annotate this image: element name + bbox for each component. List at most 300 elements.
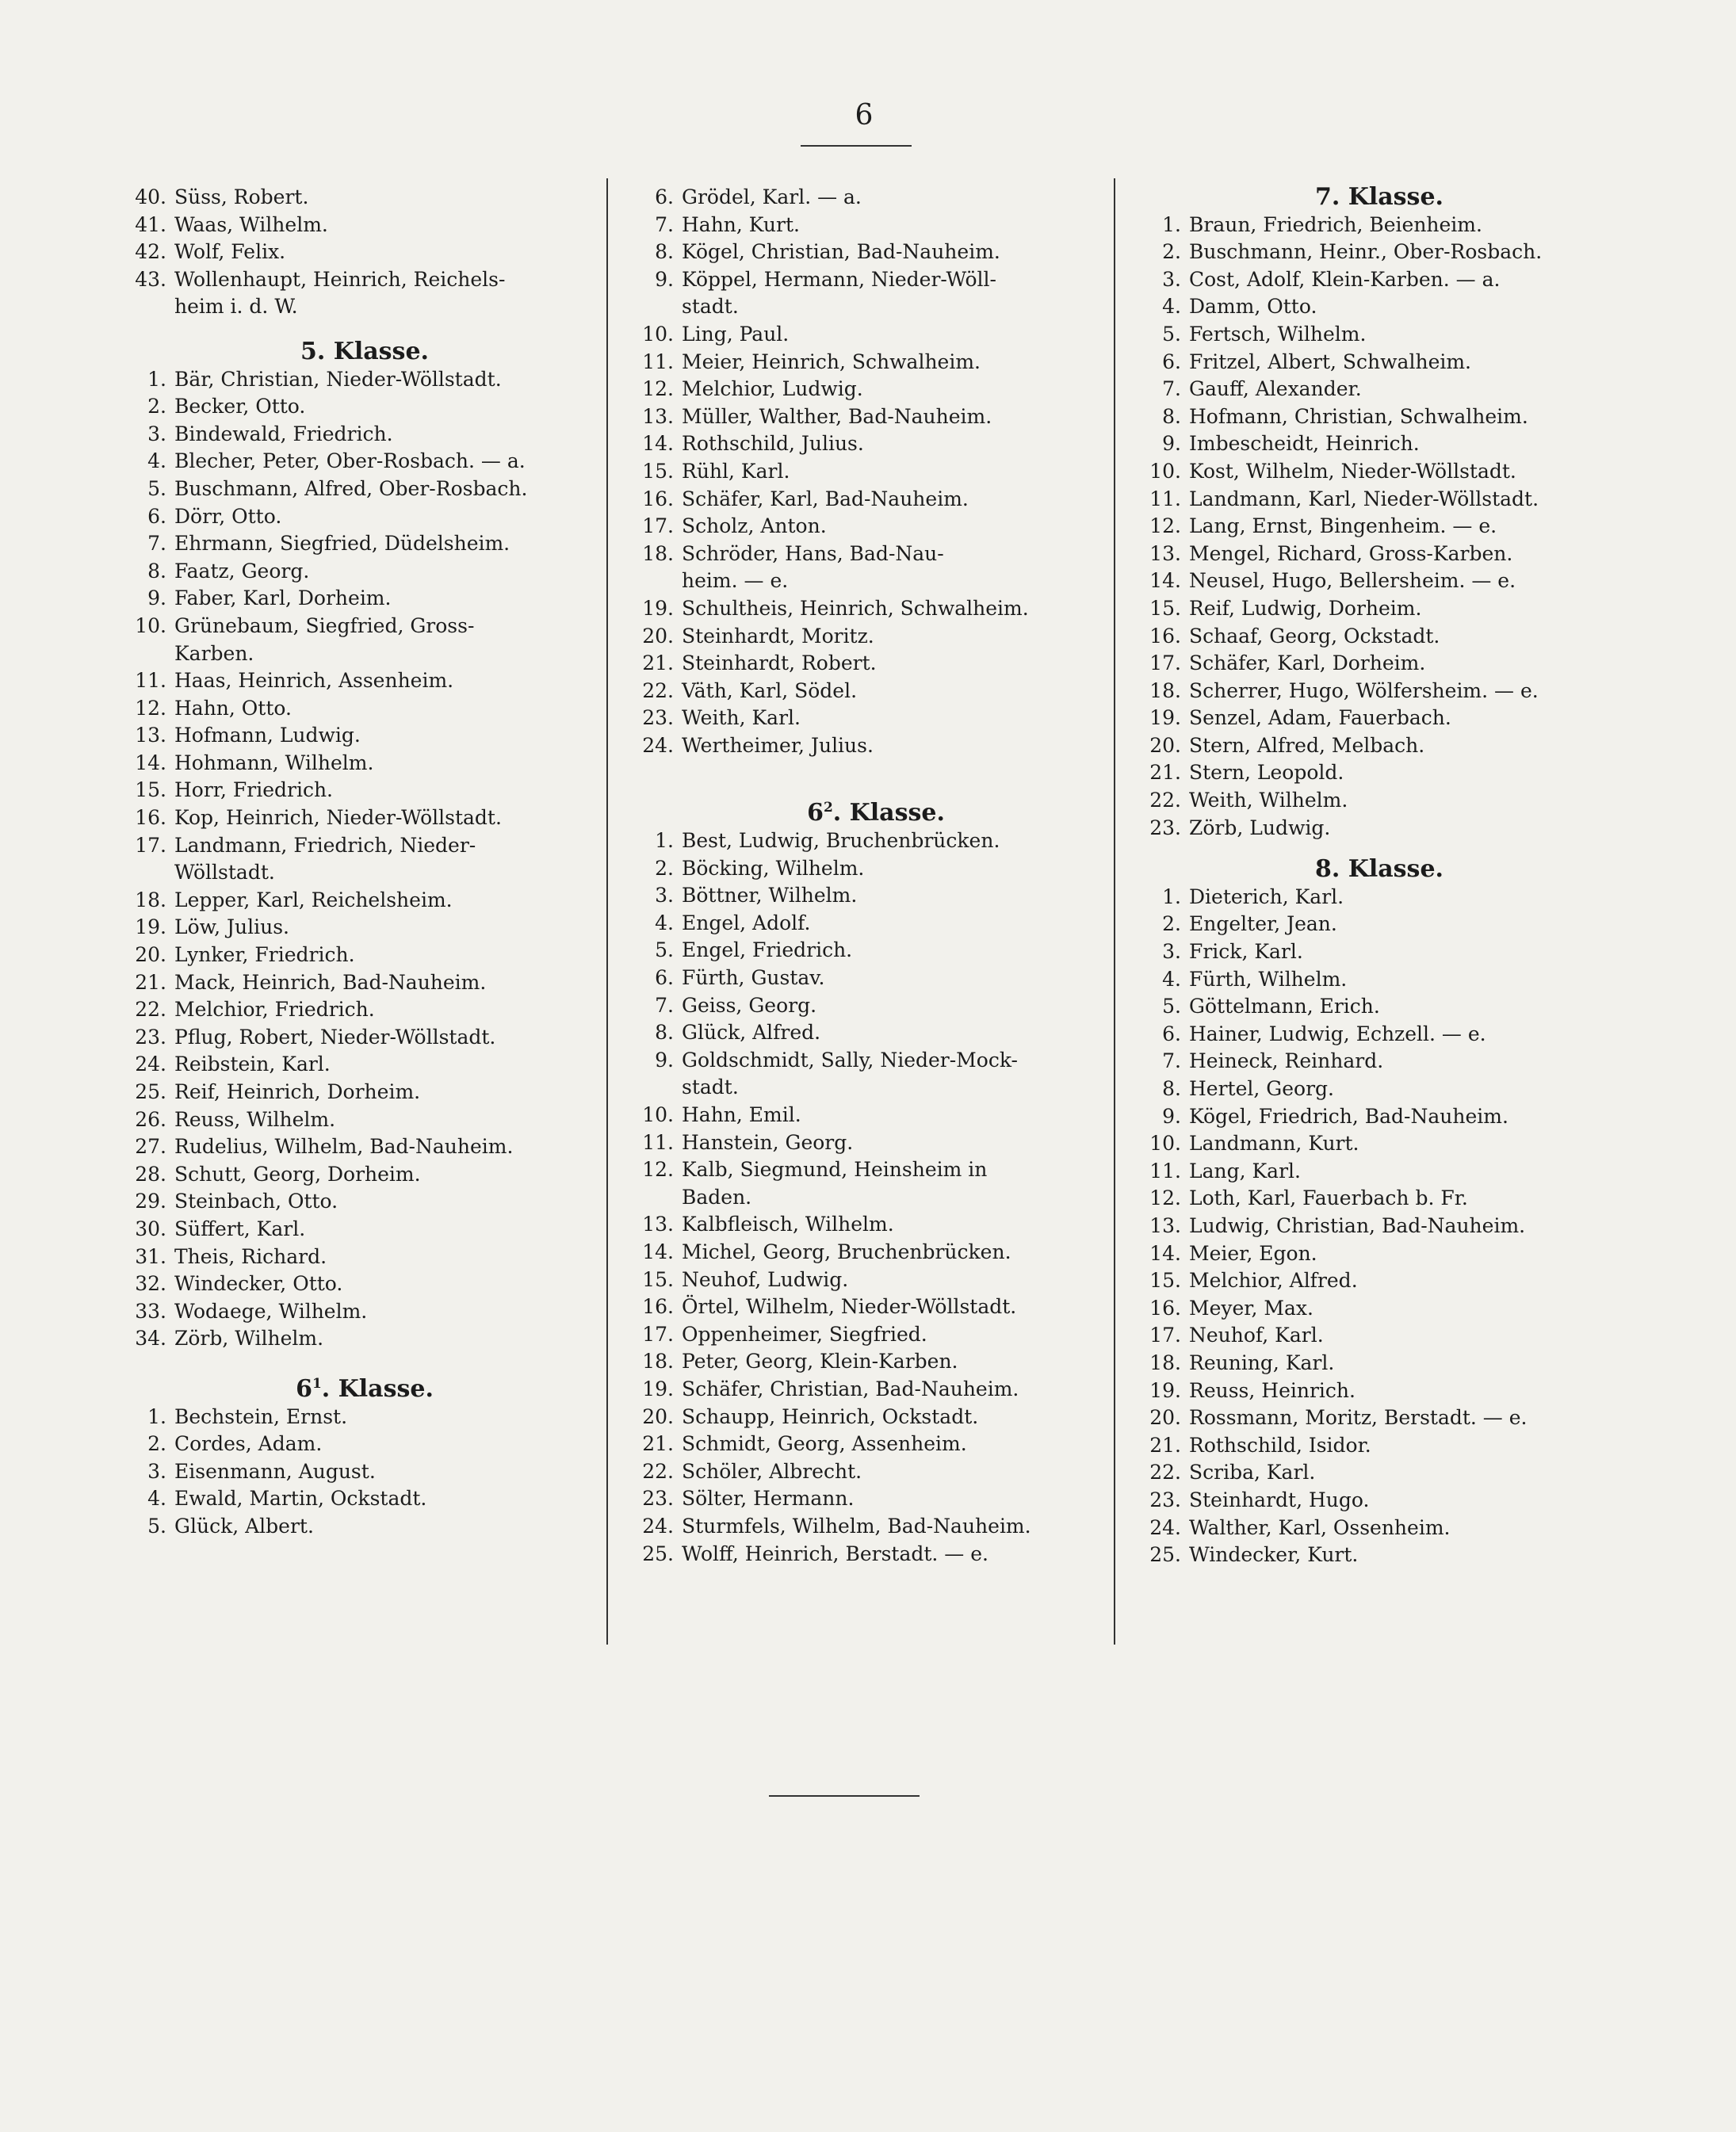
list-item bbox=[626, 239, 1110, 266]
list-item-number: 19. bbox=[642, 1377, 674, 1400]
list-item-text: Wolf, Felix. bbox=[174, 240, 286, 264]
list-item-number: 1. bbox=[655, 829, 674, 853]
list-item-number: 13. bbox=[642, 1213, 674, 1236]
list-item-number: 13. bbox=[1149, 541, 1181, 565]
list-item-text: Wöllstadt. bbox=[174, 861, 275, 885]
list-5-klasse bbox=[119, 366, 595, 1353]
list-item bbox=[626, 430, 1110, 458]
list-item-number: 2. bbox=[147, 395, 166, 418]
list-item-text: Bechstein, Ernst. bbox=[174, 1404, 348, 1428]
list-item bbox=[1134, 595, 1609, 623]
list-6-2-klasse bbox=[626, 827, 1110, 1568]
list-item bbox=[1134, 1377, 1609, 1405]
list-item bbox=[1134, 266, 1609, 294]
list-item-number: 43. bbox=[135, 267, 166, 291]
list-item-text: Cost, Adolf, Klein-Karben. — a. bbox=[1189, 267, 1501, 291]
list-item bbox=[119, 804, 595, 832]
list-item bbox=[119, 184, 595, 212]
list-item-number: 5. bbox=[147, 1514, 166, 1538]
list-item bbox=[119, 914, 595, 942]
list-item bbox=[1134, 1130, 1609, 1158]
list-item bbox=[119, 1216, 595, 1244]
list-item-text: Ewald, Martin, Ockstadt. bbox=[174, 1487, 427, 1511]
list-item-text: Hahn, Emil. bbox=[682, 1103, 801, 1126]
list-item-number: 19. bbox=[135, 915, 166, 939]
list-item-number: 30. bbox=[135, 1217, 166, 1240]
list-item-text: Walther, Karl, Ossenheim. bbox=[1189, 1515, 1451, 1539]
list-item-text: Eisenmann, August. bbox=[174, 1459, 376, 1483]
list-item-number: 14. bbox=[1149, 1241, 1181, 1265]
list-item-number: 13. bbox=[1149, 1213, 1181, 1237]
list-item bbox=[626, 1485, 1110, 1513]
list-item bbox=[626, 1348, 1110, 1376]
bottom-divider bbox=[769, 1795, 920, 1797]
list-item-text: Wollenhaupt, Heinrich, Reichels- bbox=[174, 267, 506, 291]
list-item bbox=[1134, 759, 1609, 787]
list-item bbox=[1134, 650, 1609, 678]
list-item-number: 1. bbox=[1162, 885, 1181, 908]
list-item-text: Baden. bbox=[682, 1185, 752, 1209]
list-item bbox=[1134, 567, 1609, 595]
list-item-number: 18. bbox=[1149, 1351, 1181, 1374]
list-item-number: 18. bbox=[642, 541, 674, 565]
list-item-number: 8. bbox=[655, 240, 674, 264]
list-item-text: Müller, Walther, Bad-Nauheim. bbox=[682, 404, 992, 428]
list-item bbox=[626, 1239, 1110, 1267]
list-item bbox=[1134, 911, 1609, 938]
list-item bbox=[626, 595, 1110, 623]
list-item-number: 11. bbox=[1149, 1159, 1181, 1183]
list-item bbox=[626, 266, 1110, 294]
list-item bbox=[119, 996, 595, 1024]
list-item-text: Kögel, Friedrich, Bad-Nauheim. bbox=[1189, 1104, 1508, 1128]
list-item bbox=[119, 1106, 595, 1134]
list-item bbox=[626, 1458, 1110, 1486]
list-item-number: 7. bbox=[147, 532, 166, 556]
list-item bbox=[119, 558, 595, 586]
page-number: 6 bbox=[855, 99, 874, 132]
list-item-text: Lang, Karl. bbox=[1189, 1159, 1301, 1183]
list-item-number: 5. bbox=[147, 476, 166, 500]
list-item-number: 24. bbox=[642, 1514, 674, 1538]
list-item-text: Geiss, Georg. bbox=[682, 993, 817, 1017]
list-item bbox=[626, 349, 1110, 376]
list-item-number: 3. bbox=[147, 422, 166, 445]
list-item-text: Rothschild, Julius. bbox=[682, 432, 864, 456]
list-item bbox=[626, 1184, 1110, 1212]
page-number-rule bbox=[801, 145, 912, 147]
list-item bbox=[119, 1513, 595, 1541]
list-item bbox=[626, 1019, 1110, 1047]
list-item bbox=[626, 855, 1110, 883]
list-item-text: Kalbfleisch, Wilhelm. bbox=[682, 1213, 894, 1236]
list-7-klasse bbox=[1134, 212, 1609, 842]
list-item-text: Michel, Georg, Bruchenbrücken. bbox=[682, 1240, 1011, 1263]
list-item-number: 21. bbox=[642, 1432, 674, 1456]
list-item-number: 27. bbox=[135, 1135, 166, 1159]
list-item-number: 16. bbox=[1149, 1296, 1181, 1320]
list-item bbox=[1134, 815, 1609, 842]
list-item bbox=[1134, 293, 1609, 321]
list-item-number: 8. bbox=[655, 1021, 674, 1045]
list-item bbox=[1134, 458, 1609, 486]
list-item-number: 21. bbox=[135, 970, 166, 994]
list-item-text: heim. — e. bbox=[682, 569, 789, 593]
list-item-number: 6. bbox=[655, 966, 674, 990]
list-item-text: Schaaf, Georg, Ockstadt. bbox=[1189, 624, 1440, 648]
list-item bbox=[1134, 1021, 1609, 1049]
list-item-text: Reuss, Wilhelm. bbox=[174, 1107, 336, 1131]
list-item bbox=[1134, 1240, 1609, 1268]
list-item-text: Engel, Adolf. bbox=[682, 911, 811, 934]
list-item bbox=[1134, 403, 1609, 431]
list-item-text: Faber, Karl, Dorheim. bbox=[174, 586, 392, 610]
list-item-text: Melchior, Alfred. bbox=[1189, 1269, 1358, 1293]
list-item-number: 12. bbox=[135, 696, 166, 720]
list-item bbox=[119, 1431, 595, 1458]
list-item-text: Blecher, Peter, Ober-Rosbach. — a. bbox=[174, 449, 526, 473]
list-item bbox=[1134, 430, 1609, 458]
list-item-text: Steinbach, Otto. bbox=[174, 1190, 338, 1213]
list-item-text: Böcking, Wilhelm. bbox=[682, 856, 865, 880]
list-6-1-klasse-continued bbox=[626, 184, 1110, 759]
list-item-number: 22. bbox=[1149, 789, 1181, 812]
list-item-text: Buschmann, Alfred, Ober-Rosbach. bbox=[174, 476, 528, 500]
list-item-number: 4. bbox=[1162, 295, 1181, 319]
list-item-text: Sturmfels, Wilhelm, Bad-Nauheim. bbox=[682, 1514, 1031, 1538]
list-item bbox=[1134, 623, 1609, 651]
list-item bbox=[119, 239, 595, 266]
list-item-text: Engel, Friedrich. bbox=[682, 938, 853, 962]
list-item-number: 17. bbox=[642, 514, 674, 538]
list-item bbox=[1134, 1158, 1609, 1186]
list-item-number: 17. bbox=[1149, 651, 1181, 675]
list-item-text: Böttner, Wilhelm. bbox=[682, 884, 858, 907]
list-item bbox=[119, 212, 595, 239]
list-item-number: 6. bbox=[1162, 1022, 1181, 1045]
list-item-number: 2. bbox=[655, 856, 674, 880]
list-item-number: 34. bbox=[135, 1327, 166, 1351]
list-item bbox=[119, 1244, 595, 1271]
list-item bbox=[119, 421, 595, 449]
list-item-text: Schöler, Albrecht. bbox=[682, 1459, 862, 1483]
list-item-number: 18. bbox=[642, 1350, 674, 1374]
list-item bbox=[119, 832, 595, 860]
list-item-text: Reibstein, Karl. bbox=[174, 1053, 331, 1076]
list-item-number: 9. bbox=[147, 586, 166, 610]
list-item-text: Hofmann, Christian, Schwalheim. bbox=[1189, 404, 1528, 428]
list-item bbox=[1134, 376, 1609, 403]
list-item-number: 1. bbox=[1162, 212, 1181, 236]
list-item-number: 14. bbox=[135, 751, 166, 774]
list-8-klasse bbox=[1134, 884, 1609, 1569]
list-item-number: 21. bbox=[642, 651, 674, 675]
list-item-text: Neuhof, Ludwig. bbox=[682, 1267, 849, 1291]
list-item bbox=[1134, 212, 1609, 239]
list-item-text: Bindewald, Friedrich. bbox=[174, 422, 393, 445]
column-divider-right bbox=[1114, 178, 1115, 1645]
section-title-6-2-klasse: $6^2$. Klasse. bbox=[807, 799, 945, 827]
list-item bbox=[1134, 705, 1609, 732]
list-item bbox=[626, 1293, 1110, 1321]
list-item bbox=[119, 1458, 595, 1486]
list-item-text: stadt. bbox=[682, 1076, 739, 1099]
list-item-text: Melchior, Friedrich. bbox=[174, 998, 375, 1022]
list-item-text: Schutt, Georg, Dorheim. bbox=[174, 1162, 421, 1186]
list-item-text: Schäfer, Karl, Bad-Nauheim. bbox=[682, 487, 969, 510]
list-item-number: 20. bbox=[642, 624, 674, 648]
list-item-number: 11. bbox=[1149, 487, 1181, 510]
list-item-text: Kost, Wilhelm, Nieder-Wöllstadt. bbox=[1189, 459, 1516, 483]
list-item bbox=[626, 965, 1110, 992]
list-item bbox=[626, 1129, 1110, 1157]
list-item-number: 5. bbox=[655, 938, 674, 962]
list-item bbox=[119, 640, 595, 668]
list-item-number: 14. bbox=[642, 432, 674, 456]
list-item-text: Fritzel, Albert, Schwalheim. bbox=[1189, 350, 1472, 373]
list-item-number: 40. bbox=[135, 185, 166, 208]
list-item bbox=[626, 1541, 1110, 1568]
list-item bbox=[1134, 732, 1609, 760]
list-item-text: Senzel, Adam, Fauerbach. bbox=[1189, 706, 1451, 730]
list-item bbox=[119, 585, 595, 613]
list-item-text: Kögel, Christian, Bad-Nauheim. bbox=[682, 240, 1000, 264]
list-item-text: Wodaege, Wilhelm. bbox=[174, 1299, 368, 1323]
list-item-text: Steinhardt, Hugo. bbox=[1189, 1488, 1370, 1511]
list-item-text: Stern, Leopold. bbox=[1189, 761, 1344, 785]
list-item bbox=[626, 827, 1110, 855]
list-item bbox=[626, 910, 1110, 938]
list-item-text: Reuning, Karl. bbox=[1189, 1351, 1335, 1374]
list-item bbox=[626, 212, 1110, 239]
list-item-text: Weith, Karl. bbox=[682, 706, 801, 730]
list-item-text: Frick, Karl. bbox=[1189, 940, 1303, 964]
list-item bbox=[119, 1051, 595, 1079]
list-item-number: 23. bbox=[135, 1025, 166, 1049]
list-item bbox=[119, 1024, 595, 1052]
list-item-text: Melchior, Ludwig. bbox=[682, 377, 863, 401]
list-item bbox=[626, 937, 1110, 965]
list-item bbox=[626, 1102, 1110, 1129]
list-item-text: Sölter, Hermann. bbox=[682, 1487, 855, 1511]
list-item-text: Meier, Heinrich, Schwalheim. bbox=[682, 350, 981, 373]
list-item bbox=[119, 887, 595, 915]
list-item-text: Göttelmann, Erich. bbox=[1189, 995, 1380, 1018]
list-item-text: Braun, Friedrich, Beienheim. bbox=[1189, 212, 1482, 236]
list-item-number: 17. bbox=[1149, 1324, 1181, 1347]
list-item-text: Dieterich, Karl. bbox=[1189, 885, 1344, 908]
list-item-text: Pflug, Robert, Nieder-Wöllstadt. bbox=[174, 1025, 496, 1049]
list-item-number: 20. bbox=[1149, 733, 1181, 757]
list-item-text: Cordes, Adam. bbox=[174, 1432, 323, 1456]
list-item-text: Haas, Heinrich, Assenheim. bbox=[174, 669, 454, 693]
list-item-text: Schäfer, Karl, Dorheim. bbox=[1189, 651, 1426, 675]
list-item bbox=[626, 1156, 1110, 1184]
list-item-number: 7. bbox=[655, 212, 674, 236]
list-item-number: 29. bbox=[135, 1190, 166, 1213]
list-item-number: 2. bbox=[1162, 912, 1181, 936]
list-item bbox=[626, 1211, 1110, 1239]
list-item-text: Ludwig, Christian, Bad-Nauheim. bbox=[1189, 1213, 1526, 1237]
list-item-number: 19. bbox=[1149, 706, 1181, 730]
list-item-text: Neusel, Hugo, Bellersheim. — e. bbox=[1189, 569, 1516, 593]
list-item bbox=[1134, 541, 1609, 568]
list-item-number: 24. bbox=[642, 733, 674, 757]
list-item-number: 15. bbox=[135, 778, 166, 802]
list-item bbox=[1134, 513, 1609, 541]
section-title-7-klasse: 7. Klasse. bbox=[1315, 183, 1443, 211]
list-6-1-klasse bbox=[119, 1404, 595, 1541]
list-item-text: Goldschmidt, Sally, Nieder-Mock- bbox=[682, 1048, 1018, 1072]
list-item-number: 6. bbox=[1162, 350, 1181, 373]
list-item-number: 4. bbox=[655, 911, 674, 934]
list-item bbox=[1134, 1103, 1609, 1131]
list-item-number: 21. bbox=[1149, 1433, 1181, 1457]
list-item-text: Waas, Wilhelm. bbox=[174, 212, 328, 236]
list-item bbox=[1134, 1213, 1609, 1240]
list-item-number: 22. bbox=[1149, 1461, 1181, 1484]
list-item bbox=[119, 1404, 595, 1431]
list-item bbox=[626, 705, 1110, 732]
list-item bbox=[626, 184, 1110, 212]
list-item-number: 23. bbox=[1149, 1488, 1181, 1511]
list-item-number: 3. bbox=[655, 884, 674, 907]
list-item-text: Ling, Paul. bbox=[682, 322, 790, 346]
list-item bbox=[626, 541, 1110, 568]
list-item-number: 20. bbox=[135, 943, 166, 967]
list-item-number: 16. bbox=[135, 806, 166, 830]
list-item-text: Löw, Julius. bbox=[174, 915, 289, 939]
list-item bbox=[119, 1325, 595, 1353]
list-item bbox=[626, 882, 1110, 910]
list-item-text: Lang, Ernst, Bingenheim. — e. bbox=[1189, 514, 1497, 538]
list-item bbox=[119, 695, 595, 723]
list-item bbox=[119, 393, 595, 421]
list-item-text: Süffert, Karl. bbox=[174, 1217, 306, 1240]
list-item bbox=[626, 403, 1110, 431]
list-item bbox=[626, 992, 1110, 1020]
list-item-number: 3. bbox=[1162, 267, 1181, 291]
list-item-number: 12. bbox=[642, 1158, 674, 1182]
list-item bbox=[119, 722, 595, 750]
list-item-number: 3. bbox=[1162, 940, 1181, 964]
list-item-number: 7. bbox=[1162, 377, 1181, 401]
list-item-text: Bär, Christian, Nieder-Wöllstadt. bbox=[174, 367, 502, 391]
list-item-text: Kalb, Siegmund, Heinsheim in bbox=[682, 1158, 988, 1182]
list-item-number: 10. bbox=[642, 1103, 674, 1126]
list-item-text: Wertheimer, Julius. bbox=[682, 733, 874, 757]
list-item-number: 8. bbox=[1162, 1077, 1181, 1100]
list-item-text: Grünebaum, Siegfried, Gross- bbox=[174, 613, 475, 637]
column-3 bbox=[1134, 184, 1609, 1569]
list-item-text: Rudelius, Wilhelm, Bad-Nauheim. bbox=[174, 1135, 514, 1159]
list-item bbox=[626, 1376, 1110, 1404]
list-item bbox=[1134, 1350, 1609, 1377]
list-item bbox=[1134, 1322, 1609, 1350]
list-item-text: Mack, Heinrich, Bad-Nauheim. bbox=[174, 970, 487, 994]
list-item-text: Becker, Otto. bbox=[174, 395, 306, 418]
list-item-text: Peter, Georg, Klein-Karben. bbox=[682, 1350, 958, 1374]
list-item-number: 25. bbox=[135, 1080, 166, 1103]
list-item-text: stadt. bbox=[682, 295, 739, 319]
list-item bbox=[626, 1321, 1110, 1349]
list-item-text: Zörb, Ludwig. bbox=[1189, 816, 1331, 839]
list-item-text: Stern, Alfred, Melbach. bbox=[1189, 733, 1425, 757]
list-item bbox=[1134, 1185, 1609, 1213]
list-item-text: Meyer, Max. bbox=[1189, 1296, 1313, 1320]
list-item bbox=[119, 1188, 595, 1216]
list-item-number: 21. bbox=[1149, 761, 1181, 785]
list-item bbox=[626, 376, 1110, 403]
list-item bbox=[119, 1485, 595, 1513]
list-item-number: 42. bbox=[135, 240, 166, 264]
list-item-text: Reif, Ludwig, Dorheim. bbox=[1189, 596, 1422, 620]
column-2 bbox=[626, 184, 1110, 1568]
list-item-text: Rühl, Karl. bbox=[682, 459, 790, 483]
list-item-number: 16. bbox=[642, 1295, 674, 1319]
list-item-number: 18. bbox=[135, 888, 166, 911]
list-item-number: 2. bbox=[1162, 240, 1181, 264]
list-item bbox=[1134, 239, 1609, 266]
list-item bbox=[1134, 1295, 1609, 1323]
list-item-text: Meier, Egon. bbox=[1189, 1241, 1317, 1265]
list-item-number: 9. bbox=[1162, 1104, 1181, 1128]
list-item bbox=[1134, 1432, 1609, 1460]
list-item-number: 41. bbox=[135, 212, 166, 236]
list-item-text: Imbescheidt, Heinrich. bbox=[1189, 432, 1420, 456]
list-item-text: Hahn, Otto. bbox=[174, 696, 292, 720]
list-item-text: Fürth, Gustav. bbox=[682, 966, 825, 990]
list-item bbox=[626, 1431, 1110, 1458]
list-item-number: 24. bbox=[1149, 1515, 1181, 1539]
list-item-number: 4. bbox=[147, 1487, 166, 1511]
list-item-text: Weith, Wilhelm. bbox=[1189, 789, 1348, 812]
list-item-text: Hofmann, Ludwig. bbox=[174, 724, 361, 747]
list-item-text: Gauff, Alexander. bbox=[1189, 377, 1362, 401]
list-item bbox=[1134, 678, 1609, 705]
list-item-number: 11. bbox=[642, 350, 674, 373]
list-item-text: Kop, Heinrich, Nieder-Wöllstadt. bbox=[174, 806, 502, 830]
list-item-number: 6. bbox=[147, 504, 166, 528]
list-item-text: Zörb, Wilhelm. bbox=[174, 1327, 324, 1351]
list-item bbox=[119, 1161, 595, 1189]
list-item-number: 7. bbox=[1162, 1049, 1181, 1073]
list-item bbox=[119, 1270, 595, 1298]
list-item bbox=[1134, 1487, 1609, 1515]
list-item-number: 11. bbox=[135, 669, 166, 693]
list-item bbox=[1134, 349, 1609, 376]
list-item bbox=[119, 777, 595, 804]
list-item-text: Mengel, Richard, Gross-Karben. bbox=[1189, 541, 1513, 565]
list-item-number: 15. bbox=[642, 1267, 674, 1291]
list-item-text: Glück, Alfred. bbox=[682, 1021, 821, 1045]
list-item-number: 6. bbox=[655, 185, 674, 208]
list-item-text: Dörr, Otto. bbox=[174, 504, 282, 528]
list-item-text: Best, Ludwig, Bruchenbrücken. bbox=[682, 829, 1000, 853]
list-item bbox=[626, 1404, 1110, 1431]
list-item bbox=[1134, 938, 1609, 966]
list-item-text: Schröder, Hans, Bad-Nau- bbox=[682, 541, 944, 565]
list-item bbox=[1134, 1515, 1609, 1542]
list-item-text: Hainer, Ludwig, Echzell. — e. bbox=[1189, 1022, 1486, 1045]
list-item bbox=[1134, 1404, 1609, 1432]
list-item bbox=[626, 1074, 1110, 1102]
list-item-number: 12. bbox=[642, 377, 674, 401]
list-item bbox=[626, 513, 1110, 541]
list-item-number: 22. bbox=[642, 678, 674, 702]
list-item-number: 32. bbox=[135, 1272, 166, 1296]
list-item-number: 23. bbox=[642, 1487, 674, 1511]
